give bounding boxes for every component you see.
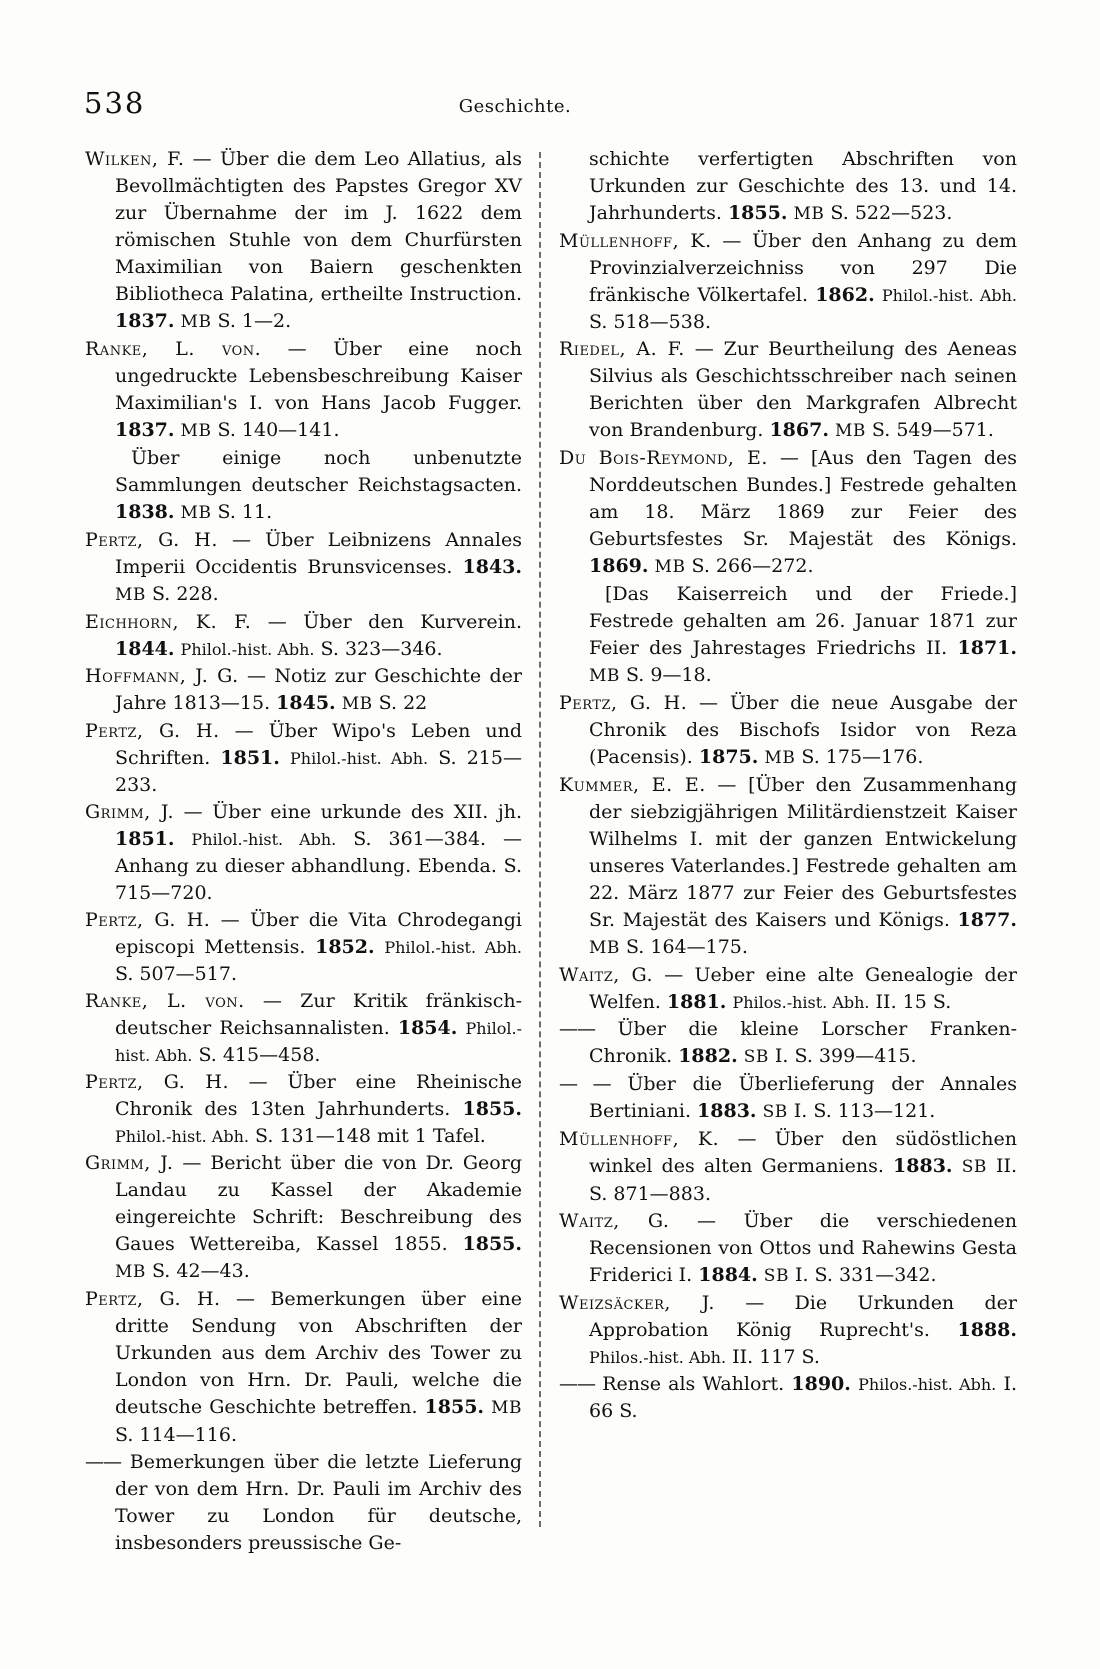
entry-text: Zur Beurtheilung des Aeneas Silvius als Geschichtsschreiber nach seinen Berichten über den Markgrafen Albrecht von Brandenburg. 1867. MB S. 549—571. (589, 338, 1017, 441)
entry-text: [Das Kaiserreich und der Friede.] Festrede gehalten am 26. Januar 1871 zur Feier des Jahrestages Friedrichs II. 1871. MB S. 9—18. (589, 583, 1017, 686)
bibliography-entry (559, 1071, 1017, 1126)
entry-author: Pertz, G. H. (85, 529, 218, 551)
entry-author: Weizsäcker, J. (559, 1292, 715, 1314)
entry-author: Ranke, L. von. (85, 338, 262, 360)
entry-text: [Aus den Tagen des Norddeutschen Bundes.] Festrede gehalten am 18. März 1869 zur Feier des Geburtsfestes Sr. Majestät des Königs. 1869. MB S. 266—272. (589, 447, 1017, 577)
bibliography-entry: Pertz, G. H. — Über Wipo's Leben und Schriften. 1851. Philol.-hist. Abh. S. 215—233. (85, 720, 522, 796)
bibliography-entry: Pertz, G. H. — Bemerkungen über eine dritte Sendung von Abschriften der Urkunden aus dem Archiv des Tower zu London von Hrn. Dr. Pauli, welche die deutsche Geschichte betreffen. 1855. MB S. 114—116. (85, 1288, 522, 1446)
entry-text: Zur Kritik fränkisch-deutscher Reichsannalisten. 1854. Philol.-hist. Abh. S. 415—458. (115, 990, 522, 1066)
entry-same-author-dash: —— (85, 1451, 121, 1473)
bibliography-entry: Grimm, J. — Bericht über die von Dr. Georg Landau zu Kassel der Akademie eingereichte Schrift: Beschreibung des Gaues Wettereiba, Kassel 1855. 1855. MB S. 42—43. (85, 1152, 522, 1282)
entry-text: Bemerkungen über eine dritte Sendung von Abschriften der Urkunden aus dem Archiv des Tower zu London von Hrn. Dr. Pauli, welche die deutsche Geschichte betreffen. 1855. MB S. 114—116. (115, 1288, 522, 1446)
entry-author: Du Bois-Reymond, E. (559, 447, 768, 469)
bibliography-entry: Du Bois-Reymond, E. — [Aus den Tagen des Norddeutschen Bundes.] Festrede gehalten am 18. März 1869 zur Feier des Geburtsfestes Sr. Majestät des Königs. 1869. MB S. 266—272. (559, 447, 1017, 577)
entry-text: Über den Anhang zu dem Provinzialverzeichniss von 297 Die fränkische Völkertafel. 1862. Philol.-hist. Abh. S. 518—538. (589, 230, 1017, 333)
entry-same-author-dash: —— (559, 1373, 595, 1395)
entry-author: Pertz, G. H. (85, 720, 220, 742)
bibliography-entry (559, 1371, 1017, 1425)
entry-text: Über die dem Leo Allatius, als Bevollmächtigten des Papstes Gregor XV zur Übernahme der im J. 1622 dem römischen Stuhle von dem Churfürsten Maximilian von Baiern geschenkten Bibliotheca Palatina, ertheilte Instruction. 1837. MB S. 1—2. (115, 148, 522, 332)
bibliography-entry: Hoffmann, J. G. — Notiz zur Geschichte der Jahre 1813—15. 1845. MB S. 22 (85, 665, 522, 714)
entry-author: Waitz, G. (559, 964, 654, 986)
entry-author: Riedel, A. F. (559, 338, 685, 360)
entry-text: Über die neue Ausgabe der Chronik des Bischofs Isidor von Reza (Pacensis). 1875. MB S. 175—176. (589, 692, 1017, 768)
entry-text: Bericht über die von Dr. Georg Landau zu Kassel der Akademie eingereichte Schrift: Beschreibung des Gaues Wettereiba, Kassel 1855. 1855. MB S. 42—43. (115, 1152, 522, 1282)
entry-text: Über den Kurverein. 1844. Philol.-hist. Abh. S. 323—346. (115, 611, 522, 660)
entry-text: Notiz zur Geschichte der Jahre 1813—15. 1845. MB S. 22 (115, 665, 522, 714)
bibliography-entry (85, 445, 522, 527)
bibliography-entry: Pertz, G. H. — Über die Vita Chrodegangi episcopi Mettensis. 1852. Philol.-hist. Abh. S. 507—517. (85, 909, 523, 985)
entry-author: Eichhorn, K. F. (85, 611, 252, 633)
entry-author: Wilken, F. (85, 148, 185, 170)
entry-text: Über die verschiedenen Recensionen von Ottos und Rahewins Gesta Friderici I. 1884. SB I. S. 331—342. (589, 1210, 1018, 1286)
entry-text: schichte verfertigten Abschriften von Urkunden zur Geschichte des 13. und 14. Jahrhunderts. 1855. MB S. 522—523. (589, 148, 1017, 224)
entry-author: Ranke, L. von. (85, 990, 245, 1012)
bibliography-entry: Waitz, G. — Ueber eine alte Genealogie der Welfen. 1881. Philos.-hist. Abh. II. 15 S. (559, 964, 1017, 1013)
page-number: 538 (84, 86, 146, 120)
entry-author: Pertz, G. H. (559, 692, 688, 714)
bibliography-entry: Pertz, G. H. — Über Leibnizens Annales Imperii Occidentis Brunsvicenses. 1843. MB S. 228. (85, 529, 522, 605)
entry-author: Grimm, J. (85, 1152, 174, 1174)
page-header-row (0, 0, 1100, 130)
bibliography-entry (559, 581, 1017, 690)
entry-text: Die Urkunden der Approbation König Ruprecht's. 1888. Philos.-hist. Abh. II. 117 S. (589, 1292, 1017, 1368)
entry-text: Über Wipo's Leben und Schriften. 1851. Philol.-hist. Abh. S. 215—233. (115, 720, 522, 796)
entry-author: Pertz, G. H. (85, 909, 211, 931)
entry-author: Grimm, J. (85, 801, 175, 823)
bibliography-entry: Kummer, E. E. — [Über den Zusammenhang der siebzigjährigen Militärdienstzeit Kaiser Wilhelms I. mit der ganzen Entwickelung unseres Vaterlandes.] Festrede gehalten am 22. März 1877 zur Feier des Geburtsfestes Sr. Majestät des Kaisers und Königs. 1877. MB S. 164—175. (559, 774, 1017, 958)
entry-text: Ueber eine alte Genealogie der Welfen. 1881. Philos.-hist. Abh. II. 15 S. (589, 964, 1017, 1013)
bibliography-entry: Riedel, A. F. — Zur Beurtheilung des Aeneas Silvius als Geschichtsschreiber nach seinen Berichten über den Markgrafen Albrecht von Brandenburg. 1867. MB S. 549—571. (559, 338, 1017, 441)
bibliography-entry: Waitz, G. — Über die verschiedenen Recensionen von Ottos und Rahewins Gesta Friderici I. 1884. SB I. S. 331—342. (559, 1210, 1018, 1286)
entry-author: Waitz, G. (559, 1210, 670, 1232)
entry-same-author-dash: —— (559, 1018, 595, 1040)
entry-author: Hoffmann, J. G. (85, 665, 239, 687)
entry-text: Über eine urkunde des XII. jh. 1851. Philol.-hist. Abh. S. 361—384. — Anhang zu dieser abhandlung. Ebenda. S. 715—720. (115, 801, 522, 904)
entry-author: Pertz, G. H. (85, 1288, 221, 1310)
bibliography-entry: Müllenhoff, K. — Über den südöstlichen winkel des alten Germaniens. 1883. SB II. S. 871—883. (559, 1128, 1018, 1205)
bibliography-entry (559, 146, 1017, 228)
entry-text: Bemerkungen über die letzte Lieferung der von dem Hrn. Dr. Pauli im Archiv des Tower zu London für deutsche, insbesonders preussische Ge- (115, 1451, 522, 1554)
right-column (559, 146, 1017, 1425)
bibliography-entry: Ranke, L. von. — Über eine noch ungedruckte Lebensbeschreibung Kaiser Maximilian's I. von Hans Jacob Fugger. 1837. MB S. 140—141. (85, 338, 523, 441)
bibliography-entry: Eichhorn, K. F. — Über den Kurverein. 1844. Philol.-hist. Abh. S. 323—346. (85, 611, 522, 660)
bibliography-entry: Pertz, G. H. — Über eine Rheinische Chronik des 13ten Jahrhunderts. 1855. Philol.-hist. Abh. S. 131—148 mit 1 Tafel. (85, 1071, 522, 1147)
bibliography-entry (559, 1016, 1017, 1071)
bibliography-entry: Ranke, L. von. — Zur Kritik fränkisch-deutscher Reichsannalisten. 1854. Philol.-hist. Abh. S. 415—458. (85, 990, 522, 1066)
bibliography-entry: Wilken, F. — Über die dem Leo Allatius, als Bevollmächtigten des Papstes Gregor XV zur Übernahme der im J. 1622 dem römischen Stuhle von dem Churfürsten Maximilian von Baiern geschenkten Bibliotheca Palatina, ertheilte Instruction. 1837. MB S. 1—2. (85, 148, 522, 332)
column-divider-rule (539, 152, 541, 1527)
bibliography-entry: Grimm, J. — Über eine urkunde des XII. jh. 1851. Philol.-hist. Abh. S. 361—384. — Anhang zu dieser abhandlung. Ebenda. S. 715—720. (85, 801, 522, 904)
entry-author: Pertz, G. H. (85, 1071, 230, 1093)
entry-author: Müllenhoff, K. (559, 1128, 720, 1150)
entry-text: Über Leibnizens Annales Imperii Occidentis Brunsvicenses. 1843. MB S. 228. (115, 529, 522, 605)
entry-text: Über einige noch unbenutzte Sammlungen deutscher Reichstagsacten. 1838. MB S. 11. (115, 447, 522, 523)
bibliography-entry: Weizsäcker, J. — Die Urkunden der Approbation König Ruprecht's. 1888. Philos.-hist. Abh. II. 117 S. (559, 1292, 1017, 1368)
left-column (85, 146, 522, 1557)
entry-same-author-dash: — — (559, 1073, 611, 1095)
text-columns (0, 130, 1100, 1557)
running-title: Geschichte. (458, 96, 572, 117)
bibliography-entry: Müllenhoff, K. — Über den Anhang zu dem Provinzialverzeichniss von 297 Die fränkische Völkertafel. 1862. Philol.-hist. Abh. S. 518—538. (559, 230, 1017, 333)
entry-text: Über die Vita Chrodegangi episcopi Mettensis. 1852. Philol.-hist. Abh. S. 507—517. (115, 909, 523, 985)
entry-text: [Über den Zusammenhang der siebzigjährigen Militärdienstzeit Kaiser Wilhelms I. mit der ganzen Entwickelung unseres Vaterlandes.] Festrede gehalten am 22. März 1877 zur Feier des Geburtsfestes Sr. Majestät des Kaisers und Königs. 1877. MB S. 164—175. (589, 774, 1017, 958)
entry-author: Kummer, E. E. (559, 774, 706, 796)
entry-text: Über die kleine Lorscher Franken-Chronik. 1882. SB I. S. 399—415. (589, 1018, 1018, 1067)
bibliography-entry: Pertz, G. H. — Über die neue Ausgabe der Chronik des Bischofs Isidor von Reza (Pacensis). 1875. MB S. 175—176. (559, 692, 1017, 768)
entry-text: Über eine noch ungedruckte Lebensbeschreibung Kaiser Maximilian's I. von Hans Jacob Fugger. 1837. MB S. 140—141. (115, 338, 523, 441)
entry-author: Müllenhoff, K. (559, 230, 712, 252)
bibliography-entry (85, 1449, 522, 1557)
entry-text: Über die Überlieferung der Annales Bertiniani. 1883. SB I. S. 113—121. (589, 1073, 1017, 1122)
entry-text: Über eine Rheinische Chronik des 13ten Jahrhunderts. 1855. Philol.-hist. Abh. S. 131—148 mit 1 Tafel. (115, 1071, 522, 1147)
entry-text: Rense als Wahlort. 1890. Philos.-hist. Abh. I. 66 S. (589, 1373, 1017, 1422)
entry-text: Über den südöstlichen winkel des alten Germaniens. 1883. SB II. S. 871—883. (589, 1128, 1018, 1205)
